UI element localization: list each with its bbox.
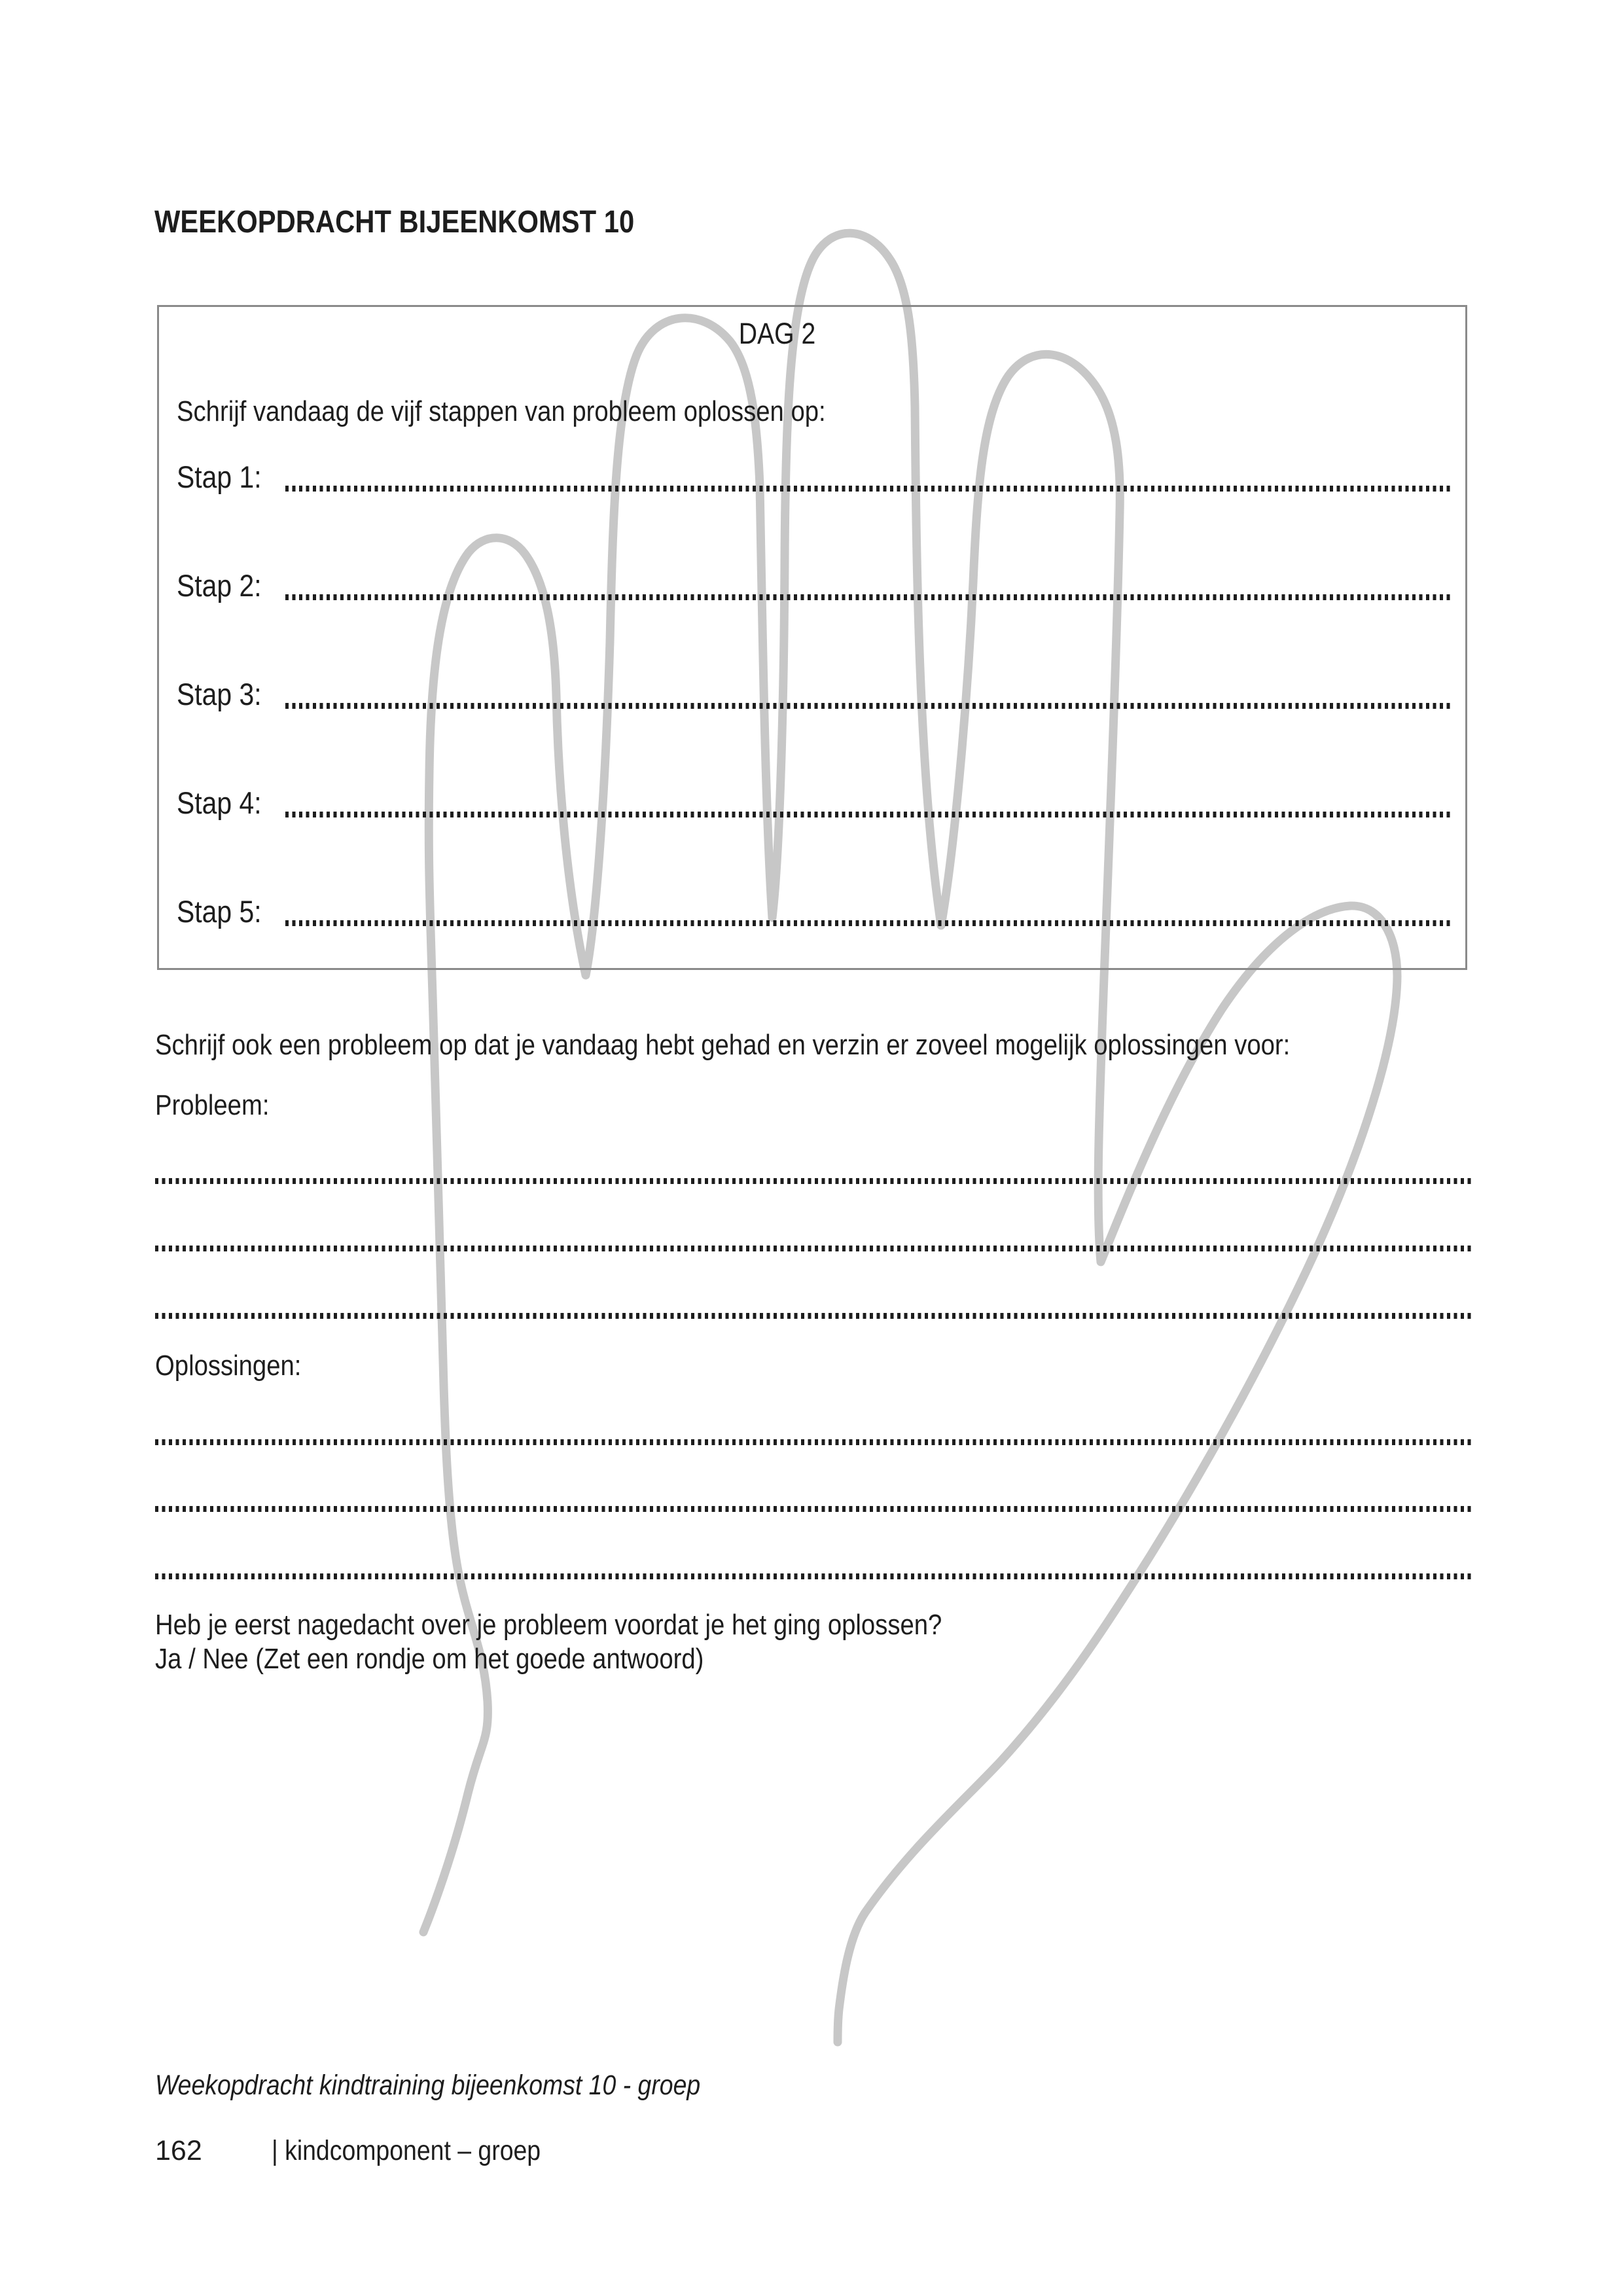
step-label-2: Stap 2: xyxy=(177,568,262,603)
step-writing-line-5 xyxy=(285,920,1453,926)
problem-label: Probleem: xyxy=(155,1089,270,1121)
solutions-label: Oplossingen: xyxy=(155,1350,302,1382)
problem-writing-line-3 xyxy=(155,1313,1471,1319)
step-row-4 xyxy=(177,784,1453,822)
step-row-2 xyxy=(177,567,1453,605)
step-label-4: Stap 4: xyxy=(177,785,262,820)
problem-writing-line-1 xyxy=(155,1178,1471,1184)
reflection-question: Heb je eerst nagedacht over je probleem voordat je het ging oplossen? xyxy=(155,1609,942,1641)
day-box-header-text: DAG 2 xyxy=(739,317,816,350)
page-title xyxy=(154,204,706,240)
footer-chapter: | kindcomponent – groep xyxy=(272,2135,541,2166)
solutions-writing-line-2 xyxy=(155,1506,1471,1512)
step-row-1 xyxy=(177,458,1453,496)
step-writing-line-1 xyxy=(285,486,1453,492)
problem-writing-line-2 xyxy=(155,1246,1471,1251)
step-writing-line-2 xyxy=(285,594,1453,600)
day-box-header xyxy=(157,317,1467,351)
answer-prompt: Ja / Nee (Zet een rondje om het goede antwoord) xyxy=(155,1643,704,1675)
step-row-3 xyxy=(177,675,1453,713)
solutions-writing-line-1 xyxy=(155,1439,1471,1445)
solutions-writing-line-3 xyxy=(155,1573,1471,1579)
problem-instruction: Schrijf ook een probleem op dat je vandaag hebt gehad en verzin er zoveel mogelijk oplossingen voor: xyxy=(155,1029,1291,1061)
step-row-5 xyxy=(177,893,1453,931)
footer-line xyxy=(155,2135,581,2167)
step-label-5: Stap 5: xyxy=(177,894,262,929)
step-writing-line-3 xyxy=(285,703,1453,709)
page-number: 162 xyxy=(155,2135,202,2166)
page-title-text: WEEKOPDRACHT BIJEENKOMST 10 xyxy=(154,205,635,240)
step-label-3: Stap 3: xyxy=(177,677,262,711)
steps-instruction: Schrijf vandaag de vijf stappen van probleem oplossen op: xyxy=(177,395,826,427)
step-writing-line-4 xyxy=(285,812,1453,817)
step-label-1: Stap 1: xyxy=(177,459,262,494)
footer-caption: Weekopdracht kindtraining bijeenkomst 10 - groep xyxy=(155,2070,701,2101)
